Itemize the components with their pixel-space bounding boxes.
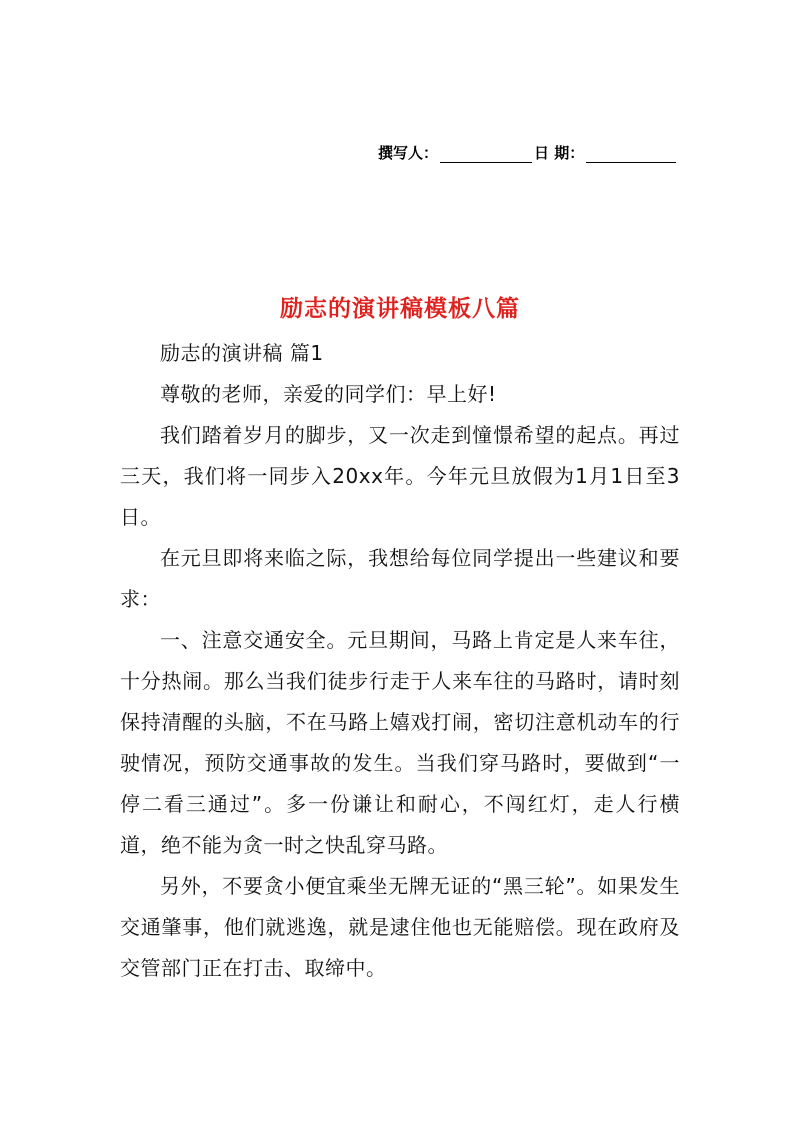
section-heading: 励志的演讲稿 篇1 xyxy=(160,341,324,365)
author-blank[interactable] xyxy=(440,146,532,163)
date-label: 日 期： xyxy=(534,144,585,162)
body-paragraph: 我们踏着岁月的脚步，又一次走到憧憬希望的起点。再过三天，我们将一同步入20xx年。今年元旦放假为1月1日至3日。 xyxy=(120,423,680,529)
body-paragraph: 在元旦即将来临之际，我想给每位同学提出一些建议和要求： xyxy=(120,546,680,611)
greeting-paragraph: 尊敬的老师，亲爱的同学们：早上好! xyxy=(160,382,497,406)
date-blank[interactable] xyxy=(586,146,676,163)
author-label: 撰写人： xyxy=(378,144,439,162)
document-title: 励志的演讲稿模板八篇 xyxy=(280,295,520,322)
header-author-date xyxy=(378,139,688,163)
body-paragraph: 一、注意交通安全。元旦期间，马路上肯定是人来车往，十分热闹。那么当我们徒步行走于人来车往的马路时，请时刻保持清醒的头脑，不在马路上嬉戏打闹，密切注意机动车的行驶情况，预防交通事故的发生。当我们穿马路时，要做到“一停二看三通过”。多一份谦让和耐心，不闯红灯，走人行横道，绝不能为贪一时之快乱穿马路。 xyxy=(120,628,680,857)
body-paragraph: 另外，不要贪小便宜乘坐无牌无证的“黑三轮”。如果发生交通肇事，他们就逃逸，就是逮住他也无能赔偿。现在政府及交管部门正在打击、取缔中。 xyxy=(120,874,680,980)
document-body xyxy=(120,333,680,989)
